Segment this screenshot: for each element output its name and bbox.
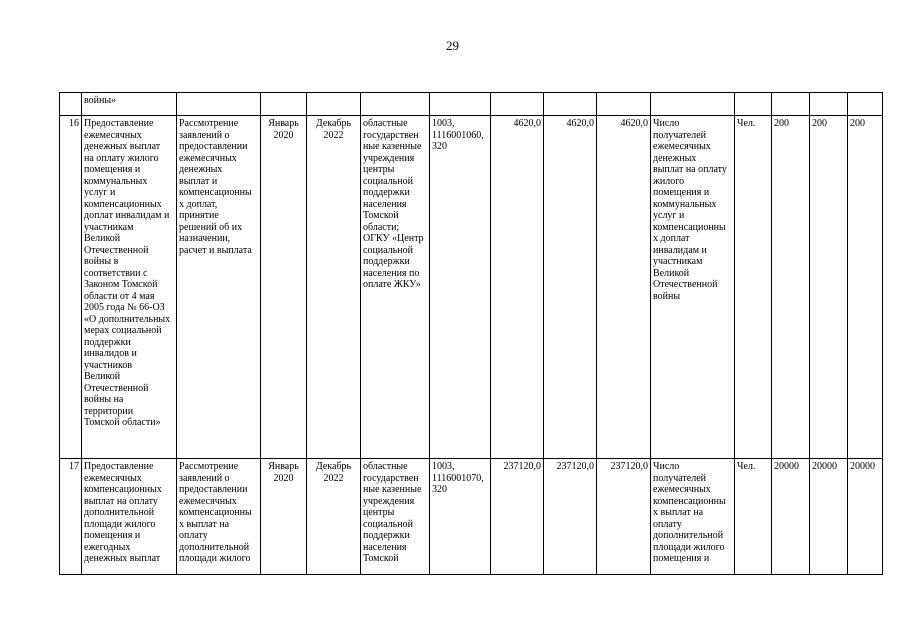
cell-action [82,116,177,459]
budget-code: 1003, 1116001060, 320 [432,118,484,152]
table-row-continuation [60,93,883,116]
cell-start [261,459,307,575]
cell-v2 [810,459,848,575]
indicator-text: Число получателей ежемесячных компенсационны х выплат на оплату дополнительной площади жилого помещения и [653,461,726,564]
cell-fin2 [544,93,597,116]
cell-fin2 [544,116,597,459]
funding-year-3: 237120,0 [610,461,648,472]
executor-text: областные государствен ные казенные учреждения центры социальной поддержки населения Томской области; ОГКУ «Центр социальной поддержки населения по оплате ЖКУ» [363,118,424,290]
cell-fin1 [491,116,544,459]
cell-end [307,459,361,575]
cell-v2 [810,116,848,459]
target-year-1: 200 [774,118,789,129]
cell-num: 17 [60,459,82,575]
cell-content [177,459,261,575]
cell-v2 [810,93,848,116]
cell-v3 [848,93,883,116]
cell-fin1 [491,459,544,575]
cell-end [307,116,361,459]
target-year-2: 20000 [812,461,837,472]
cell-fin3 [597,116,651,459]
content-text: Рассмотрение заявлений о предоставлении ежемесячных денежных выплат и компенсационны х доплат, принятие решений об их назначении, расчет и выплата [179,118,252,256]
cell-executor [361,459,430,575]
target-year-1: 20000 [774,461,799,472]
end-date: Декабрь 2022 [315,461,352,484]
cell-executor [361,116,430,459]
cell-content [177,116,261,459]
cell-v3 [848,116,883,459]
cell-num: 16 [60,116,82,459]
unit-text: Чел. [737,118,756,129]
cell-unit [735,93,772,116]
cell-start [261,93,307,116]
funding-year-2: 4620,0 [566,118,594,129]
cell-v1 [772,459,810,575]
funding-year-1: 4620,0 [513,118,541,129]
program-table [59,92,883,575]
cell-start [261,116,307,459]
cell-content [177,93,261,116]
funding-year-2: 237120,0 [556,461,594,472]
funding-year-3: 4620,0 [620,118,648,129]
cell-indicator [651,93,735,116]
cell-v1 [772,93,810,116]
indicator-text: Число получателей ежемесячных денежных выплат на оплату жилого помещения и коммунальных услуг и компенсационны х доплат инвалидам и участникам Великой Отечественной войны [653,118,727,302]
cell-end [307,93,361,116]
cell-fin3 [597,459,651,575]
end-date: Декабрь 2022 [315,118,352,141]
cell-code [430,93,491,116]
content-text: Рассмотрение заявлений о предоставлении ежемесячных компенсационны х выплат на оплату дополнительной площади жилого [179,461,252,564]
cell-code [430,116,491,459]
cell-v3 [848,459,883,575]
start-date: Январь 2020 [268,461,299,484]
target-year-3: 20000 [850,461,875,472]
budget-code: 1003, 1116001070, 320 [432,461,484,495]
table-row [60,459,883,575]
cell-action [82,93,177,116]
page-number: 29 [446,38,459,53]
funding-year-1: 237120,0 [503,461,541,472]
start-date: Январь 2020 [268,118,299,141]
action-text: Предоставление ежемесячных компенсационных выплат на оплату дополнительной площади жилого помещения и ежегодных денежных выплат [84,461,162,564]
cell-action [82,459,177,575]
target-year-2: 200 [812,118,827,129]
action-text: войны» [84,95,117,106]
cell-indicator [651,116,735,459]
cell-unit [735,116,772,459]
target-year-3: 200 [850,118,865,129]
cell-fin3 [597,93,651,116]
cell-v1 [772,116,810,459]
cell-fin2 [544,459,597,575]
cell-unit [735,459,772,575]
cell-num [60,93,82,116]
cell-code [430,459,491,575]
cell-indicator [651,459,735,575]
executor-text: областные государствен ные казенные учреждения центры социальной поддержки населения Томской [363,461,422,564]
cell-fin1 [491,93,544,116]
unit-text: Чел. [737,461,756,472]
table-row [60,116,883,459]
cell-executor [361,93,430,116]
action-text: Предоставление ежемесячных денежных выплат на оплату жилого помещения и коммунальных услуг и компенсационных доплат инвалидам и участникам Великой Отечественной войны в соответствии с Законом Томской области от 4 мая 2005 года № 66-ОЗ «О дополнительных мерах социальной поддержки инвалидов и участников Великой Отечественной войны на территории Томской области» [84,118,171,428]
